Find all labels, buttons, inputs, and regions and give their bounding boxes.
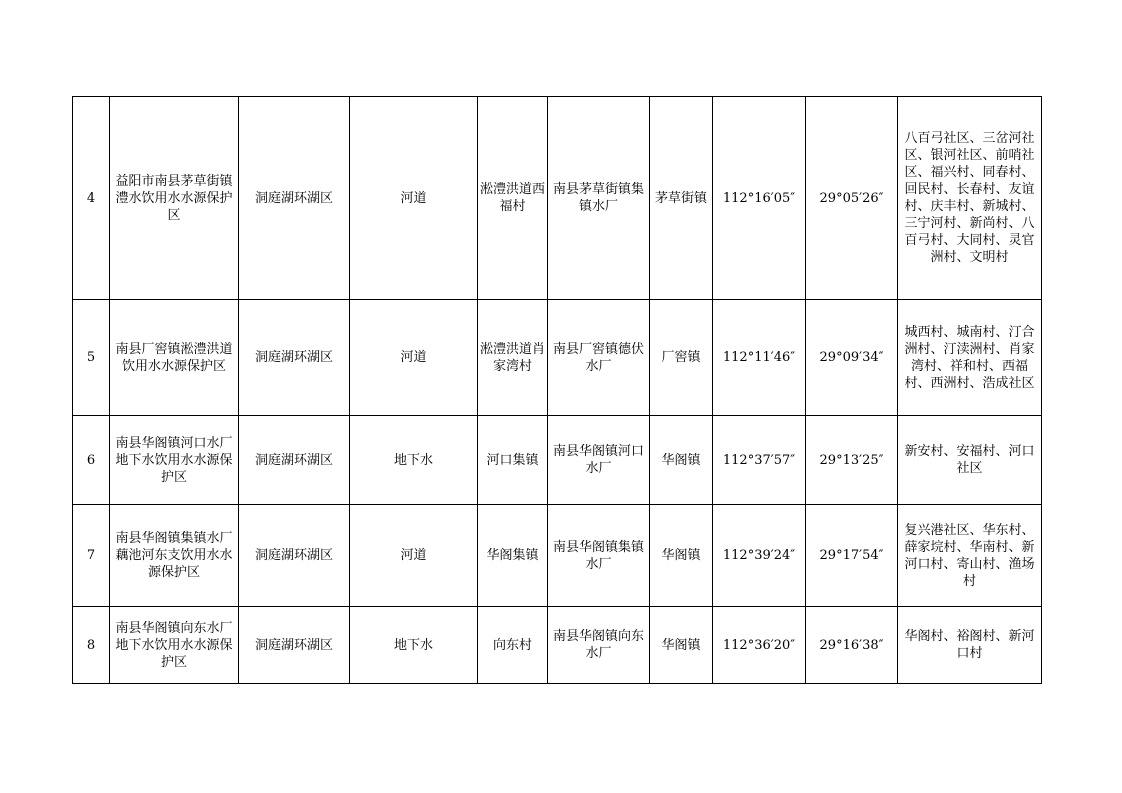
protection-area-name-cell: 南县华阁镇向东水厂地下水饮用水水源保护区 <box>110 607 239 684</box>
row-number-cell: 8 <box>73 607 110 684</box>
served-villages-cell: 复兴港社区、华东村、薛家垸村、华南村、新河口村、寄山村、渔场村 <box>898 505 1042 607</box>
served-villages-cell: 华阁村、裕阁村、新河口村 <box>898 607 1042 684</box>
region-cell: 洞庭湖环湖区 <box>239 607 350 684</box>
protection-area-name-cell: 益阳市南县茅草街镇澧水饮用水水源保护区 <box>110 97 239 300</box>
region-cell: 洞庭湖环湖区 <box>239 505 350 607</box>
region-cell: 洞庭湖环湖区 <box>239 97 350 300</box>
longitude-cell: 112°37′57″ <box>713 416 806 505</box>
table-row <box>73 97 1042 300</box>
latitude-cell: 29°17′54″ <box>806 505 898 607</box>
row-number-cell: 5 <box>73 300 110 416</box>
served-villages-cell: 城西村、城南村、汀合洲村、汀渎洲村、肖家湾村、祥和村、西福村、西洲村、浩成社区 <box>898 300 1042 416</box>
table-row <box>73 505 1042 607</box>
latitude-cell: 29°13′25″ <box>806 416 898 505</box>
water-plant-cell: 南县华阁镇河口水厂 <box>548 416 650 505</box>
served-villages-cell: 八百弓社区、三岔河社区、银河社区、前哨社区、福兴村、同春村、回民村、长春村、友谊村、庆丰村、新城村、三宁河村、新尚村、八百弓村、大同村、灵官洲村、文明村 <box>898 97 1042 300</box>
row-number-cell: 6 <box>73 416 110 505</box>
water-source-protection-table <box>72 96 1042 684</box>
water-source-type-cell: 地下水 <box>350 416 478 505</box>
water-plant-cell: 南县华阁镇向东水厂 <box>548 607 650 684</box>
town-cell: 厂窖镇 <box>650 300 713 416</box>
latitude-cell: 29°05′26″ <box>806 97 898 300</box>
water-plant-cell: 南县华阁镇集镇水厂 <box>548 505 650 607</box>
water-plant-cell: 南县厂窖镇德伏水厂 <box>548 300 650 416</box>
region-cell: 洞庭湖环湖区 <box>239 300 350 416</box>
intake-location-cell: 淞澧洪道西福村 <box>478 97 548 300</box>
longitude-cell: 112°39′24″ <box>713 505 806 607</box>
intake-location-cell: 华阁集镇 <box>478 505 548 607</box>
served-villages-cell: 新安村、安福村、河口社区 <box>898 416 1042 505</box>
longitude-cell: 112°36′20″ <box>713 607 806 684</box>
row-number-cell: 7 <box>73 505 110 607</box>
protection-area-name-cell: 南县华阁镇河口水厂地下水饮用水水源保护区 <box>110 416 239 505</box>
town-cell: 茅草街镇 <box>650 97 713 300</box>
protection-area-name-cell: 南县厂窖镇淞澧洪道饮用水水源保护区 <box>110 300 239 416</box>
water-plant-cell: 南县茅草街镇集镇水厂 <box>548 97 650 300</box>
latitude-cell: 29°09′34″ <box>806 300 898 416</box>
latitude-cell: 29°16′38″ <box>806 607 898 684</box>
water-source-type-cell: 河道 <box>350 505 478 607</box>
region-cell: 洞庭湖环湖区 <box>239 416 350 505</box>
town-cell: 华阁镇 <box>650 607 713 684</box>
town-cell: 华阁镇 <box>650 505 713 607</box>
row-number-cell: 4 <box>73 97 110 300</box>
longitude-cell: 112°11′46″ <box>713 300 806 416</box>
town-cell: 华阁镇 <box>650 416 713 505</box>
water-source-type-cell: 地下水 <box>350 607 478 684</box>
protection-area-name-cell: 南县华阁镇集镇水厂藕池河东支饮用水水源保护区 <box>110 505 239 607</box>
intake-location-cell: 向东村 <box>478 607 548 684</box>
longitude-cell: 112°16′05″ <box>713 97 806 300</box>
intake-location-cell: 淞澧洪道肖家湾村 <box>478 300 548 416</box>
table-row <box>73 607 1042 684</box>
water-source-type-cell: 河道 <box>350 300 478 416</box>
table-row <box>73 416 1042 505</box>
water-source-type-cell: 河道 <box>350 97 478 300</box>
table-row <box>73 300 1042 416</box>
intake-location-cell: 河口集镇 <box>478 416 548 505</box>
